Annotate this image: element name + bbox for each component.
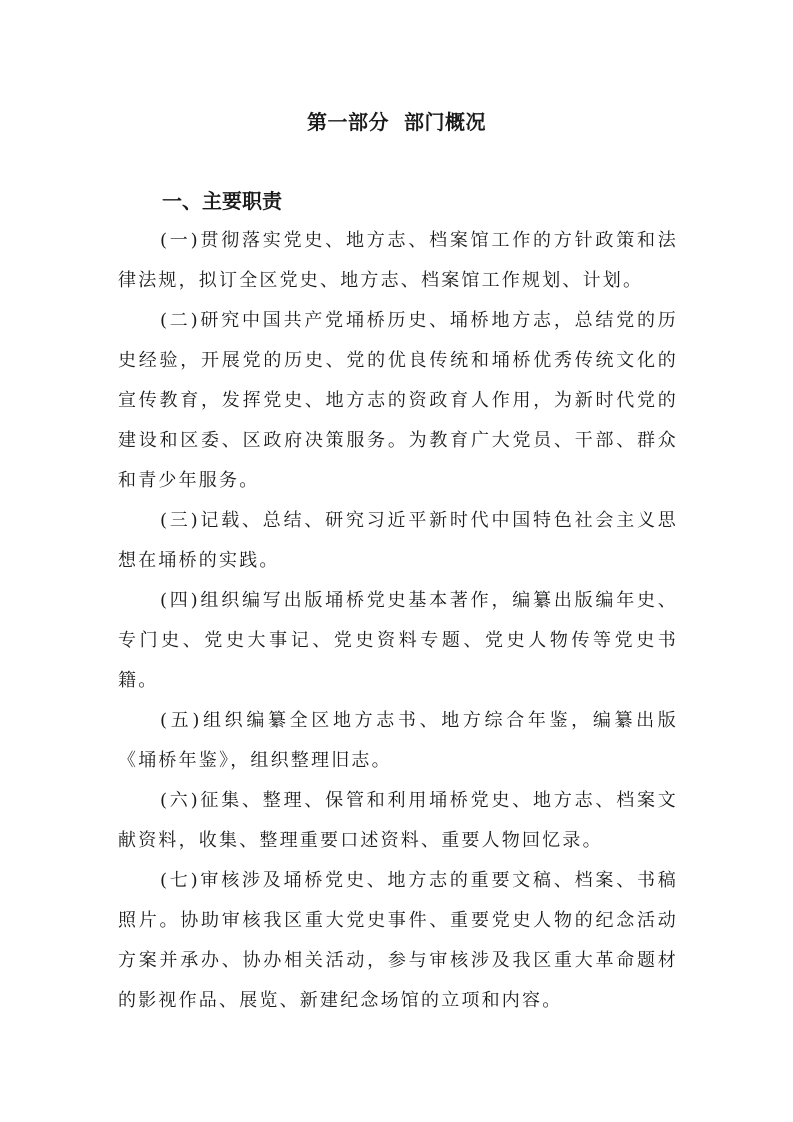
paragraph-2: (二)研究中国共产党埇桥历史、埇桥地方志，总结党的历史经验，开展党的历史、党的优良传统和埇桥优秀传统文化的宣传教育，发挥党史、地方志的资政育人作用，为新时代党的建设和区委、区政府决策服务。为教育广大党员、干部、群众和青少年服务。	[118, 310, 678, 491]
paragraph-5: (五)组织编纂全区地方志书、地方综合年鉴，编纂出版《埇桥年鉴》，组织整理旧志。	[118, 710, 678, 771]
paragraph-3: (三)记载、总结、研究习近平新时代中国特色社会主义思想在埇桥的实践。	[118, 510, 678, 571]
paragraph-4: (四)组织编写出版埇桥党史基本著作，编纂出版编年史、专门史、党史大事记、党史资料专题、党史人物传等党史书籍。	[118, 590, 678, 691]
section-heading: 一、主要职责	[162, 189, 282, 213]
paragraph-1: (一)贯彻落实党史、地方志、档案馆工作的方针政策和法律法规，拟订全区党史、地方志、档案馆工作规划、计划。	[118, 230, 678, 291]
paragraph-7: (七)审核涉及埇桥党史、地方志的重要文稿、档案、书稿照片。协助审核我区重大党史事件、重要党史人物的纪念活动方案并承办、协办相关活动，参与审核涉及我区重大革命题材的影视作品、展览、新建纪念场馆的立项和内容。	[118, 870, 678, 1011]
page-title: 第一部分 部门概况	[307, 110, 486, 134]
paragraph-6: (六)征集、整理、保管和利用埇桥党史、地方志、档案文献资料，收集、整理重要口述资料、重要人物回忆录。	[118, 790, 678, 851]
body-text	[118, 221, 678, 1021]
